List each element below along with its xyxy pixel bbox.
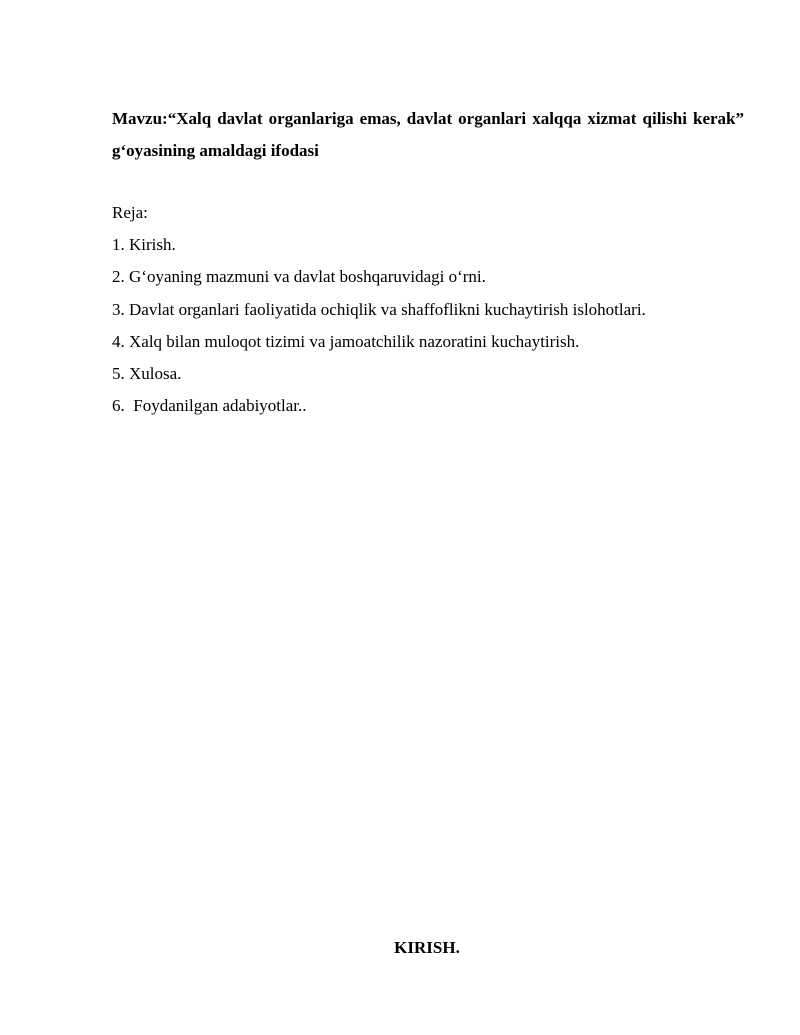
plan-item-3: 3. Davlat organlari faoliyatida ochiqlik va shaffoflikni kuchaytirish islohotlari.: [112, 299, 646, 319]
plan-heading: Reja:: [112, 203, 148, 222]
plan-item-5: 5. Xulosa.: [112, 364, 182, 384]
plan-item-2: 2. G‘oyaning mazmuni va davlat boshqaruvidagi o‘rni.: [112, 267, 486, 287]
plan-item-1: 1. Kirish.: [112, 235, 176, 255]
plan-section: [112, 197, 752, 422]
plan-item-4: 4. Xalq bilan muloqot tizimi va jamoatchilik nazoratini kuchaytirish.: [112, 331, 580, 351]
plan-list: [112, 229, 752, 422]
section-heading-kirish: KIRISH.: [394, 938, 460, 957]
plan-item-6: 6. Foydanilgan adabiyotlar..: [112, 396, 307, 416]
document-title: Mavzu:“Xalq davlat organlariga emas, davlat organlari xalqqa xizmat qilishi kerak” g‘oyasining amaldagi ifodasi: [112, 109, 744, 160]
